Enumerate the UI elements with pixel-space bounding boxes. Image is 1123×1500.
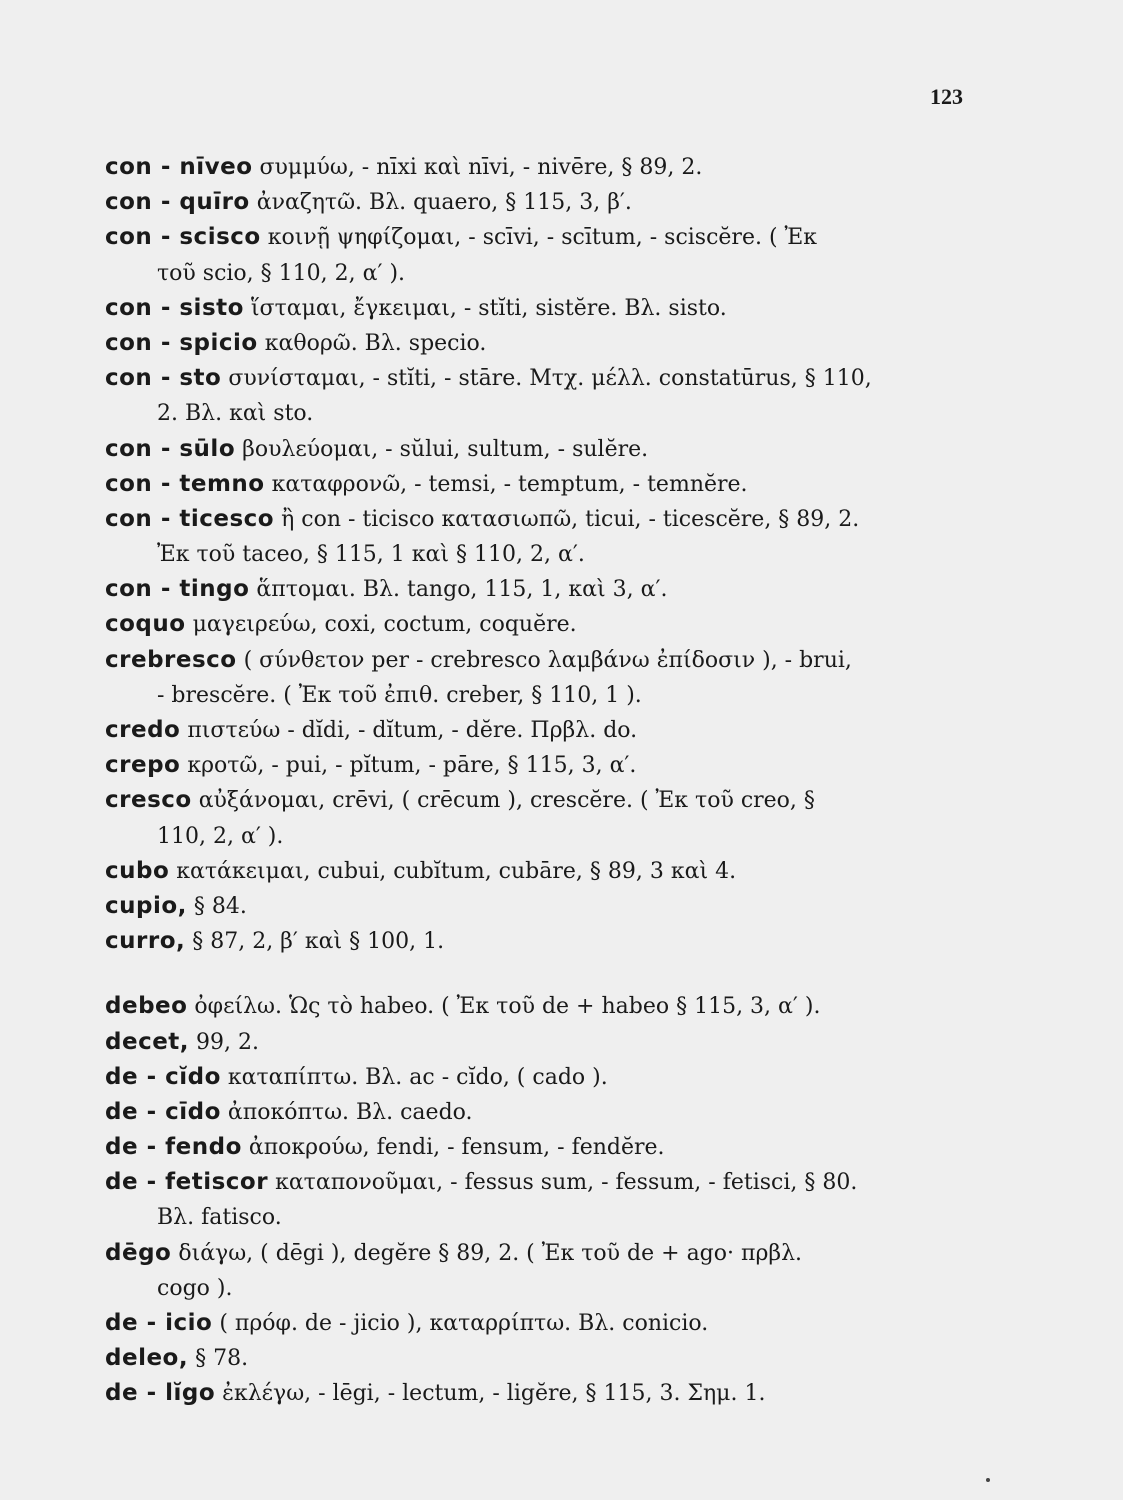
headword: de - cīdo xyxy=(105,1098,221,1125)
entry-line xyxy=(105,1165,985,1200)
headword: deleo, xyxy=(105,1345,189,1372)
dictionary-entry xyxy=(105,643,985,713)
entry-text: κροτῶ, - pui, - pĭtum, - pāre, § 115, 3, α′. xyxy=(180,753,637,779)
entry-text: - brescĕre. ( Ἐκ τοῦ ἐπιθ. creber, § 110, 1 ). xyxy=(157,682,642,708)
dictionary-entry xyxy=(105,1341,985,1376)
dictionary-entry xyxy=(105,220,985,290)
headword: de - lĭgo xyxy=(105,1380,216,1407)
dictionary-entry xyxy=(105,924,985,959)
dictionary-entry xyxy=(105,713,985,748)
headword: de - cĭdo xyxy=(105,1063,221,1090)
entry-line xyxy=(105,326,985,361)
headword: decet, xyxy=(105,1028,190,1055)
entry-line xyxy=(105,572,985,607)
entry-text: 2. Βλ. καὶ sto. xyxy=(157,401,314,427)
entry-text: 110, 2, α′ ). xyxy=(157,823,284,849)
dictionary-entry xyxy=(105,1165,985,1235)
entry-text: καταφρονῶ, - temsi, - temptum, - temnĕre. xyxy=(264,471,748,497)
entry-text: καταπίπτω. Βλ. ac - cĭdo, ( cado ). xyxy=(220,1064,608,1090)
entry-text: ὀφείλω. Ὡς τὸ habeo. ( Ἐκ τοῦ de + habeo § 115, 3, α′ ). xyxy=(187,994,821,1020)
dictionary-entry xyxy=(105,1095,985,1130)
dictionary-entry xyxy=(105,185,985,220)
ink-dot xyxy=(986,1478,990,1482)
entry-line xyxy=(105,150,985,185)
entry-line xyxy=(105,1095,985,1130)
headword: con - sisto xyxy=(105,294,244,321)
entry-text: Ἐκ τοῦ taceo, § 115, 1 καὶ § 110, 2, α′. xyxy=(157,542,585,568)
entry-text: ( σύνθετον per - crebresco λαμβάνω ἐπίδοσιν ), - brui, xyxy=(236,647,852,673)
entry-line xyxy=(105,502,985,537)
entry-text: § 84. xyxy=(186,893,247,919)
headword: con - nīveo xyxy=(105,154,253,180)
entry-continuation-line xyxy=(105,819,985,854)
entry-text: κοινῇ ψηφίζομαι, - scīvi, - scītum, - sciscĕre. ( Ἐκ xyxy=(260,225,818,251)
entry-text: cogo ). xyxy=(157,1275,233,1301)
entry-text: ( πρόφ. de - jicio ), καταρρίπτω. Βλ. conicio. xyxy=(212,1311,709,1336)
entry-text: αὐξάνομαι, crēvi, ( crēcum ), crescĕre. ( Ἐκ τοῦ creo, § xyxy=(191,788,815,814)
dictionary-entry xyxy=(105,783,985,853)
entry-line xyxy=(105,432,985,467)
headword: con - sūlo xyxy=(105,435,236,462)
entry-text: § 87, 2, β′ καὶ § 100, 1. xyxy=(185,929,445,955)
entry-line xyxy=(105,989,985,1024)
entry-line xyxy=(105,889,985,924)
section-gap xyxy=(105,959,985,989)
headword: de - icio xyxy=(105,1310,213,1336)
headword: cupio, xyxy=(105,892,187,919)
entry-line xyxy=(105,220,985,255)
headword: con - sto xyxy=(105,365,222,392)
entry-line xyxy=(105,1306,985,1341)
entry-text: ἅπτομαι. Βλ. tango, 115, 1, καὶ 3, α′. xyxy=(249,577,668,603)
headword: con - quīro xyxy=(105,189,250,216)
entry-line xyxy=(105,1376,985,1411)
entry-continuation-line xyxy=(105,396,985,431)
headword: cubo xyxy=(105,857,170,884)
entry-text: συμμύω, - nīxi καὶ nīvi, - nivēre, § 89, 2. xyxy=(252,155,703,180)
entry-text: § 78. xyxy=(188,1346,249,1372)
headword: crepo xyxy=(105,752,181,779)
entry-continuation-line xyxy=(105,256,985,291)
entry-line xyxy=(105,607,985,642)
dictionary-entry xyxy=(105,326,985,361)
dictionary-entry xyxy=(105,572,985,607)
headword: de - fetiscor xyxy=(105,1169,269,1196)
entry-text: καθορῶ. Βλ. specio. xyxy=(257,330,487,356)
headword: con - tingo xyxy=(105,576,250,603)
entry-text: τοῦ scio, § 110, 2, α′ ). xyxy=(157,260,406,286)
entry-line xyxy=(105,713,985,748)
entry-line xyxy=(105,467,985,502)
headword: con - spicio xyxy=(105,329,258,356)
entry-text: ἵσταμαι, ἔγκειμαι, - stĭti, sistĕre. Βλ. sisto. xyxy=(243,295,727,321)
entry-text: μαγειρεύω, coxi, coctum, coquĕre. xyxy=(185,612,577,638)
dictionary-entry xyxy=(105,432,985,467)
dictionary-entry xyxy=(105,467,985,502)
entry-text: συνίσταμαι, - stĭti, - stāre. Μτχ. μέλλ. constatūrus, § 110, xyxy=(221,366,872,392)
dictionary-entry xyxy=(105,889,985,924)
entry-continuation-line xyxy=(105,1200,985,1235)
entry-text: ἢ con - ticisco κατασιωπῶ, ticui, - ticescĕre, § 89, 2. xyxy=(274,506,860,532)
dictionary-entry xyxy=(105,361,985,431)
dictionary-entry xyxy=(105,1236,985,1306)
entry-text: ἀναζητῶ. Βλ. quaero, § 115, 3, β′. xyxy=(249,190,632,216)
entry-line xyxy=(105,291,985,326)
entry-text: πιστεύω - dĭdi, - dĭtum, - dĕre. Πρβλ. do. xyxy=(180,718,638,743)
headword: de - fendo xyxy=(105,1134,242,1161)
entry-text: ἐκλέγω, - lēgi, - lectum, - ligĕre, § 115, 3. Σημ. 1. xyxy=(215,1381,766,1407)
entry-text: Βλ. fatisco. xyxy=(157,1205,282,1231)
entry-line xyxy=(105,185,985,220)
entry-line xyxy=(105,1025,985,1060)
headword: con - temno xyxy=(105,470,265,497)
entry-line xyxy=(105,1236,985,1271)
entry-line xyxy=(105,1341,985,1376)
dictionary-entry xyxy=(105,150,985,185)
entry-text: διάγω, ( dēgi ), degĕre § 89, 2. ( Ἐκ τοῦ de + ago· πρβλ. xyxy=(171,1240,803,1266)
entry-line xyxy=(105,1130,985,1165)
dictionary-entry xyxy=(105,1060,985,1095)
headword: con - scisco xyxy=(105,224,261,251)
dictionary-entry xyxy=(105,854,985,889)
headword: coquo xyxy=(105,611,186,638)
dictionary-entry xyxy=(105,1306,985,1341)
entry-text: βουλεύομαι, - sŭlui, sultum, - sulĕre. xyxy=(235,436,649,462)
dictionary-entry xyxy=(105,1025,985,1060)
dictionary-entry xyxy=(105,1376,985,1411)
headword: dēgo xyxy=(105,1239,172,1266)
dictionary-entry xyxy=(105,502,985,572)
entry-line xyxy=(105,783,985,818)
entry-text: κατάκειμαι, cubui, cubĭtum, cubāre, § 89, 3 καὶ 4. xyxy=(169,858,737,884)
entry-text: ἀποκρούω, fendi, - fensum, - fendĕre. xyxy=(241,1135,665,1161)
dictionary-entry xyxy=(105,989,985,1024)
entry-continuation-line xyxy=(105,537,985,572)
headword: cresco xyxy=(105,787,192,814)
dictionary-entry xyxy=(105,291,985,326)
entry-line xyxy=(105,924,985,959)
dictionary-entry xyxy=(105,607,985,642)
page-number: 123 xyxy=(930,84,963,109)
headword: debeo xyxy=(105,993,188,1020)
entry-line xyxy=(105,748,985,783)
entry-text: καταπονοῦμαι, - fessus sum, - fessum, - fetisci, § 80. xyxy=(268,1170,858,1196)
headword: crebresco xyxy=(105,646,237,673)
entry-line xyxy=(105,854,985,889)
headword: curro, xyxy=(105,928,186,955)
entry-continuation-line xyxy=(105,678,985,713)
entry-text: ἀποκόπτω. Βλ. caedo. xyxy=(220,1099,473,1125)
entry-line xyxy=(105,361,985,396)
entry-group-de xyxy=(105,989,985,1411)
entries xyxy=(105,150,985,1412)
entry-line xyxy=(105,1060,985,1095)
headword: con - ticesco xyxy=(105,505,275,532)
entry-line xyxy=(105,643,985,678)
entry-continuation-line xyxy=(105,1271,985,1306)
dictionary-entry xyxy=(105,1130,985,1165)
entry-group-con-cu xyxy=(105,150,985,959)
headword: credo xyxy=(105,717,181,743)
entry-text: 99, 2. xyxy=(189,1029,259,1055)
dictionary-entry xyxy=(105,748,985,783)
